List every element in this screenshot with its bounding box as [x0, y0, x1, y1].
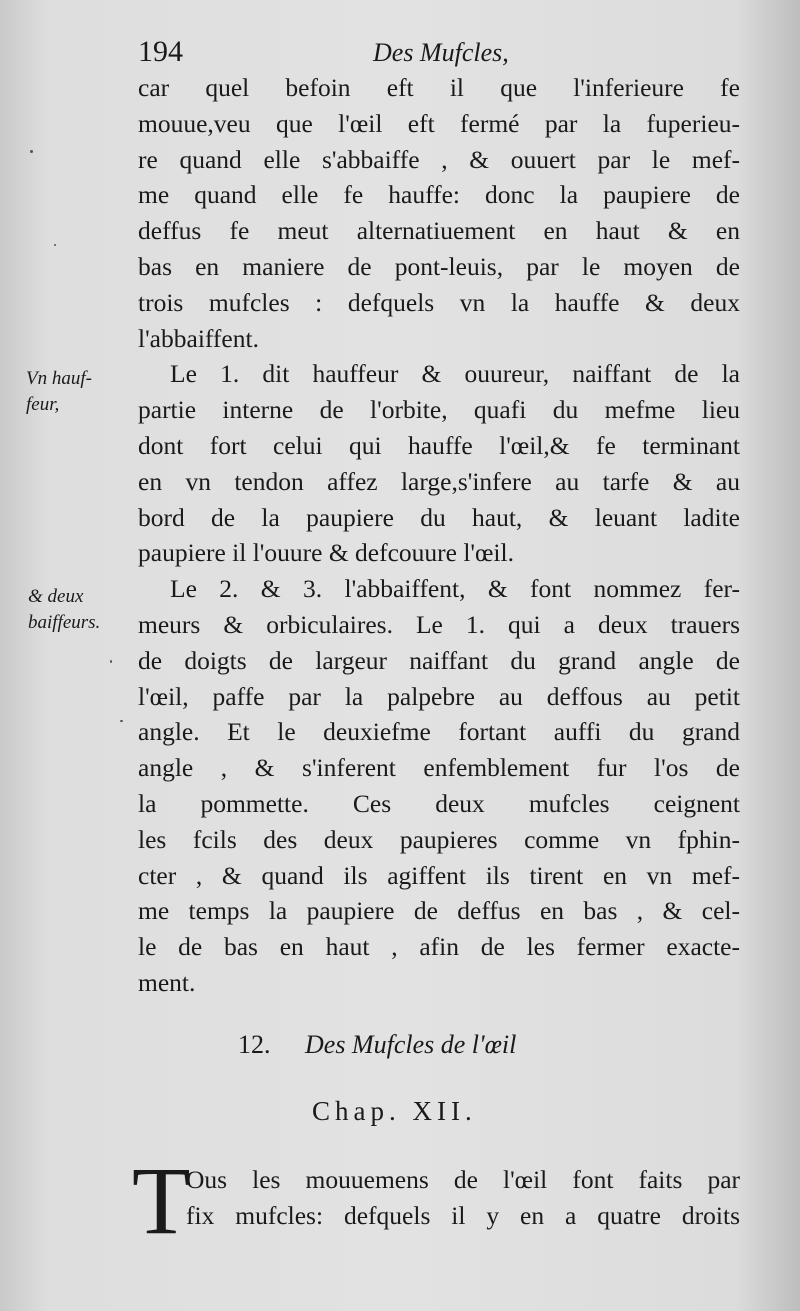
margin-note-baisseurs: [28, 584, 100, 636]
margin-note-line: & deux: [28, 586, 84, 607]
chapter-heading: Chap. XII.: [312, 1096, 477, 1126]
text-line: me temps la paupiere de deffus en bas , & cel-: [138, 896, 740, 926]
text-line: deffus fe meut alternatiuement en haut & en: [138, 216, 740, 246]
text-line: bas en maniere de pont-leuis, par le moyen de: [138, 251, 740, 281]
text-line: angle. Et le deuxiefme fortant auffi du grand: [138, 717, 740, 747]
text-line: la pommette. Ces deux mufcles ceignent: [138, 788, 740, 818]
running-title: Des Mufcles,: [373, 38, 509, 67]
text-line: ment.: [138, 967, 196, 997]
text-line: partie interne de l'orbite, quafi du mefme lieu: [138, 395, 740, 425]
text-line: Ous les mouuemens de l'œil font faits par: [186, 1165, 740, 1194]
text-line: le de bas en haut , afin de les fermer exacte-: [138, 932, 740, 962]
text-line: paupiere il l'ouure & defcouure l'œil.: [138, 538, 514, 568]
body-text: [138, 70, 740, 1001]
margin-note-hausseur: [26, 366, 92, 418]
chapter-text: [186, 1162, 740, 1234]
ink-speck: [110, 660, 112, 663]
page-number: 194: [138, 35, 183, 68]
text-line: re quand elle s'abbaiffe , & ouuert par le mef-: [138, 144, 740, 174]
text-line: l'œil, paffe par la palpebre au deffous au petit: [138, 681, 740, 711]
text-line: car quel befoin eft il que l'inferieure fe: [138, 73, 740, 102]
text-line: les fcils des deux paupieres comme vn fphin-: [138, 824, 740, 854]
page-header: [138, 34, 738, 74]
text-line: angle , & s'inferent enfemblement fur l'os de: [138, 753, 740, 783]
text-line: meurs & orbiculaires. Le 1. qui a deux trauers: [138, 609, 740, 639]
margin-note-line: Vn hauf-: [26, 368, 92, 389]
text-line: bord de la paupiere du haut, & leuant ladite: [138, 502, 740, 532]
ink-speck: [30, 150, 33, 153]
margin-note-line: feur,: [26, 394, 60, 415]
text-line: dont fort celui qui hauffe l'œil,& fe terminant: [138, 430, 740, 460]
text-line: de doigts de largeur naiffant du grand angle de: [138, 645, 740, 675]
text-line: me quand elle fe hauffe: donc la paupiere de: [138, 180, 740, 210]
text-line: fix mufcles: defquels il y en a quatre droits: [186, 1201, 740, 1230]
margin-note-line: baiffeurs.: [28, 612, 101, 633]
ink-speck: [120, 720, 123, 722]
text-line: mouue,veu que l'œil eft fermé par la fuperieu-: [138, 108, 740, 138]
text-line: en vn tendon affez large,s'infere au tarfe & au: [138, 466, 740, 496]
ink-speck: [54, 244, 56, 246]
text-line: cter , & quand ils agiffent ils tirent en vn mef-: [138, 860, 740, 890]
section-heading: [238, 1028, 516, 1062]
text-line: Le 1. dit hauffeur & ouureur, naiffant de la: [170, 359, 740, 389]
section-title: Des Mufcles de l'œil: [305, 1030, 517, 1059]
drop-cap: T: [132, 1147, 191, 1254]
text-line: trois mufcles : defquels vn la hauffe & deux: [138, 287, 740, 317]
text-line: Le 2. & 3. l'abbaiffent, & font nommez fer-: [170, 574, 740, 604]
section-number: 12.: [238, 1030, 271, 1059]
text-line: l'abbaiffent.: [138, 323, 259, 353]
